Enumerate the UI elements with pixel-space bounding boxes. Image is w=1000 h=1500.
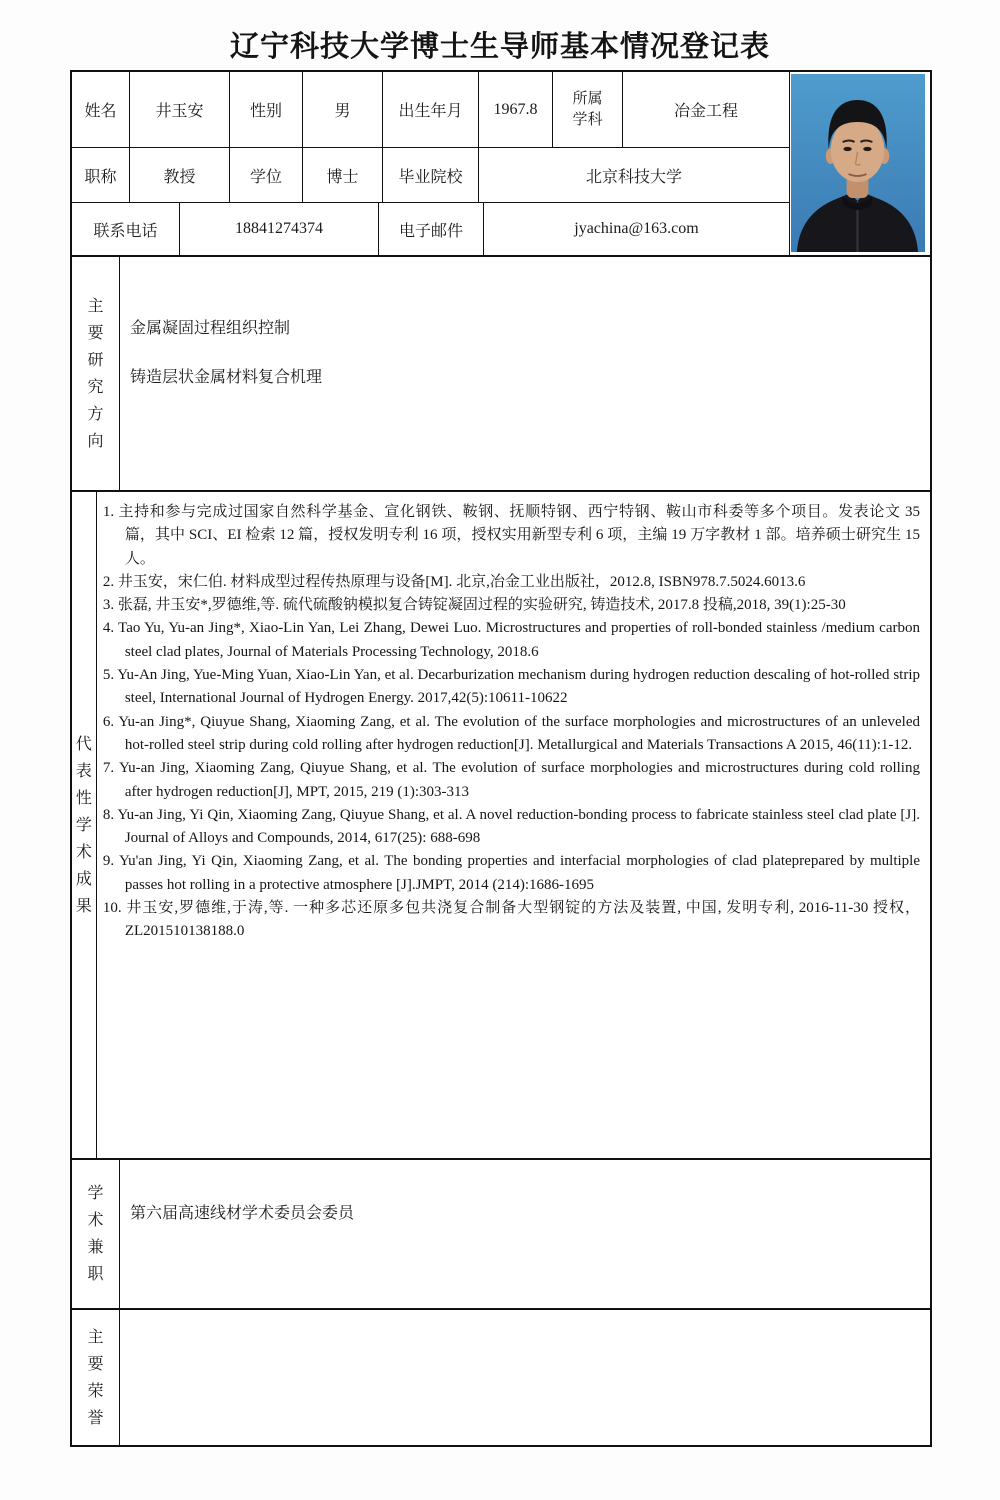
degree-value: 博士 — [303, 148, 383, 202]
name-value: 井玉安 — [130, 72, 230, 147]
academic-post-item: 第六届高速线材学术委员会委员 — [130, 1205, 355, 1222]
phone-value: 18841274374 — [180, 203, 379, 255]
job-title-value: 教授 — [130, 148, 230, 202]
honors-label: 主要荣誉 — [72, 1310, 120, 1445]
achievement-item: 7. Yu-an Jing, Xiaoming Zang, Qiuyue Shang, et al. The evolution of surface morphologies and microstructures during cold rolling after hydrogen reduction[J], MPT, 2015, 219 (1):303-313 — [102, 760, 920, 800]
research-item: 铸造层状金属材料复合机理 — [130, 369, 323, 386]
school-label: 毕业院校 — [383, 148, 479, 202]
achievement-item: 5. Yu-An Jing, Yue-Ming Yuan, Xiao-Lin Yan, et al. Decarburization mechanism during hydrogen reduction descaling of hot-rolled strip steel, International Journal of Hydrogen Energy. 2017,42(5):10611-10622 — [102, 667, 920, 707]
research-directions-section — [72, 257, 930, 492]
achievements-content — [97, 492, 930, 1158]
portrait-photo-graphic — [791, 74, 925, 252]
academic-posts-content — [120, 1160, 930, 1308]
honors-section — [72, 1310, 930, 1445]
academic-posts-label: 学术兼职 — [72, 1160, 120, 1308]
achievement-item: 4. Tao Yu, Yu-an Jing*, Xiao-Lin Yan, Lei Zhang, Dewei Luo. Microstructures and properties of roll-bonded stainless /medium carbon steel clad plates, Journal of Materials Processing Technology, 2018.6 — [102, 620, 920, 660]
info-row-3 — [72, 203, 789, 255]
form-table — [70, 70, 932, 1447]
email-value: jyachina@163.com — [574, 220, 699, 237]
gender-label: 性别 — [230, 72, 303, 147]
research-directions-content — [120, 257, 930, 490]
honors-content — [120, 1310, 930, 1445]
research-directions-label: 主要研究方向 — [72, 257, 120, 490]
email-label: 电子邮件 — [379, 203, 484, 255]
job-title-label: 职称 — [72, 148, 130, 202]
achievements-section — [72, 492, 930, 1160]
achievement-item: 10. 井玉安,罗德维,于涛,等. 一种多芯还原多包共浇复合制备大型钢锭的方法及装置, 中国, 发明专利, 2016-11-30 授权， ZL201510138188.0 — [102, 900, 920, 940]
discipline-value: 冶金工程 — [673, 103, 738, 120]
achievement-item: 6. Yu-an Jing*, Qiuyue Shang, Xiaoming Zang, et al. The evolution of the surface morphologies and microstructures of an unleveled hot-rolled steel strip during cold rolling after hydrogen reduction[J]. Metallurgical and Materials Transactions A 2015, 46(11):1-12. — [102, 713, 920, 753]
info-row-1 — [72, 72, 789, 148]
page-title: 辽宁科技大学博士生导师基本情况登记表 — [229, 31, 770, 63]
phone-label: 联系电话 — [72, 203, 180, 255]
degree-label: 学位 — [230, 148, 303, 202]
achievement-item: 8. Yu-an Jing, Yi Qin, Xiaoming Zang, Qiuyue Shang, et al. A novel reduction-bonding process to fabricate stainless steel clad plate [J]. Journal of Alloys and Compounds, 2014, 617(25): 688-698 — [102, 806, 920, 847]
achievement-item: 9. Yu'an Jing, Yi Qin, Xiaoming Zang, et al. The bonding properties and interfacial morphologies of clad plateprepared by multiple passes hot rolling in a protective atmosphere [J].JMPT, 2014 (214):1686-1695 — [102, 853, 920, 893]
info-row-2 — [72, 148, 789, 203]
research-item: 金属凝固过程组织控制 — [130, 320, 291, 337]
discipline-label: 所属学科 — [553, 72, 623, 147]
name-label: 姓名 — [72, 72, 130, 147]
gender-value: 男 — [303, 72, 383, 147]
achievements-label: 代表性学术成果 — [72, 492, 97, 1158]
school-value: 北京科技大学 — [585, 168, 682, 186]
birth-label: 出生年月 — [383, 72, 479, 147]
birth-value: 1967.8 — [479, 72, 553, 147]
achievement-item: 1. 主持和参与完成过国家自然科学基金、宣化钢铁、鞍钢、抚顺特钢、西宁特钢、鞍山市科委等多个项目。发表论文 35 篇，其中 SCI、EI 检索 12 篇，授权发明专利 16 项，授权实用新型专利 6 项，主编 19 万字教材 1 部。培养硕士研究生 15 人。 — [102, 504, 921, 567]
basic-info-block — [72, 72, 930, 257]
achievement-item: 3. 张磊, 井玉安*,罗德维,等. 硫代硫酸钠模拟复合铸锭凝固过程的实验研究, 铸造技术, 2017.8 投稿,2018, 39(1):25-30 — [102, 597, 846, 614]
academic-posts-section — [72, 1160, 930, 1310]
achievement-item: 2. 井玉安，宋仁伯. 材料成型过程传热原理与设备[M]. 北京,冶金工业出版社，2012.8, ISBN978.7.5024.6013.6 — [102, 573, 806, 590]
id-photo — [789, 72, 930, 255]
